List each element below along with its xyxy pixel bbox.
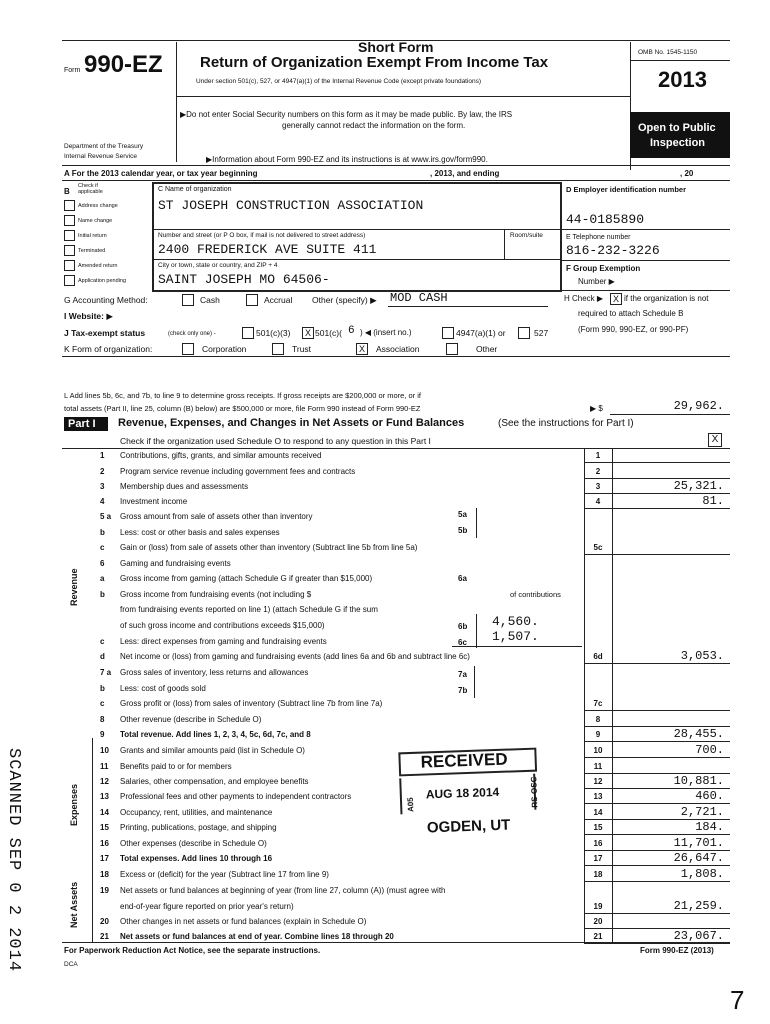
line-number: 18 xyxy=(100,870,109,879)
expenses-side-label: Expenses xyxy=(69,783,79,826)
inspection: Inspection xyxy=(650,137,706,149)
room-divider xyxy=(504,229,505,259)
line-label: Gaming and fundraising events xyxy=(120,559,231,568)
line-label: Total revenue. Add lines 1, 2, 3, 4, 5c, 6d, 7c, and 8 xyxy=(120,730,311,739)
cash-checkbox[interactable] xyxy=(182,294,194,306)
net-assets-side-label: Net Assets xyxy=(69,881,79,928)
line-code: 2 xyxy=(595,467,601,476)
ein-label: D Employer identification number xyxy=(566,185,687,194)
line-code: 7c xyxy=(593,699,603,708)
section-b-option-label: Initial return xyxy=(78,233,107,239)
tax-year: 2013 xyxy=(658,67,707,92)
line-code: 19 xyxy=(593,902,603,911)
received-stamp xyxy=(390,747,545,850)
l-line1: L Add lines 5b, 6c, and 7b, to line 9 to determine gross receipts. If gross receipts are $200,000 or more, or if xyxy=(64,391,422,400)
line-number: 21 xyxy=(100,932,109,941)
open-public: Open to Public xyxy=(638,122,716,134)
check-if-applicable: Check if applicable xyxy=(78,183,103,195)
street-address[interactable]: 2400 FREDERICK AVE SUITE 411 xyxy=(158,242,377,257)
notice-redact: generally cannot redact the information on the form. xyxy=(282,121,466,130)
omb-number: OMB No. 1545-1150 xyxy=(638,49,698,56)
line-number: 13 xyxy=(100,792,109,801)
box-6c-label: 6c xyxy=(458,638,467,647)
line-amount[interactable]: 2,721. xyxy=(680,805,724,819)
section-a-label: A For the 2013 calendar year, or tax year beginning xyxy=(64,169,258,178)
group-rule xyxy=(562,290,730,291)
ln-col-left xyxy=(584,448,585,942)
ein-value[interactable]: 44-0185890 xyxy=(566,212,645,227)
form-org-label: K Form of organization: xyxy=(64,344,153,354)
line-rule xyxy=(584,462,730,463)
subtitle-rule xyxy=(176,96,630,97)
ein-rule xyxy=(562,229,730,230)
association-label: Association xyxy=(376,344,420,354)
line-label: Benefits paid to or for members xyxy=(120,762,232,771)
line-rule xyxy=(584,741,730,742)
phone-rule xyxy=(562,260,730,261)
dept-irs: Internal Revenue Service xyxy=(64,153,137,160)
line-label: Net income or (loss) from gaming and fundraising events (add lines 6a and 6b and subtract line 6c) xyxy=(120,652,470,661)
received-right-code: RS-OSC xyxy=(529,776,540,808)
527-label: 527 xyxy=(534,328,549,338)
line-amount[interactable]: 1,808. xyxy=(680,867,724,881)
group-exemption-label: F Group Exemption xyxy=(566,264,641,273)
line-number: 9 xyxy=(100,730,105,739)
title-top: Short Form xyxy=(358,39,434,55)
ln-col-right xyxy=(612,448,613,942)
line-number: 5 a xyxy=(100,512,112,521)
tax-exempt-label: J Tax-exempt status xyxy=(64,328,146,338)
other-method-value[interactable]: MOD CASH xyxy=(390,291,448,305)
other-method-label: Other (specify) ▶ xyxy=(312,295,377,305)
schedule-o-check: Check if the organization used Schedule O to respond to any question in this Part I xyxy=(120,436,431,446)
line-number: 7 a xyxy=(100,668,112,677)
paperwork-notice: For Paperwork Reduction Act Notice, see the separate instructions. xyxy=(64,946,321,955)
notice-info: ▶Information about Form 990-EZ and its instructions is at www.irs.gov/form990. xyxy=(206,155,488,164)
line-number: 15 xyxy=(100,823,109,832)
line-label: Gain or (loss) from sale of assets other than inventory (Subtract line 5b from line 5a) xyxy=(120,543,418,552)
line-amount[interactable]: 25,321. xyxy=(673,479,724,493)
received-text: RECEIVED xyxy=(420,749,508,772)
website-label: I Website: ▶ xyxy=(64,311,113,321)
line-label: Total expenses. Add lines 10 through 16 xyxy=(120,854,273,863)
line-label: Gross profit or (loss) from sales of inventory (Subtract line 7b from line 7a) xyxy=(120,699,383,708)
501c3-checkbox[interactable] xyxy=(242,327,254,339)
h-checkbox[interactable]: X xyxy=(610,293,622,305)
revenue-side-label: Revenue xyxy=(69,568,79,606)
side-col-divider xyxy=(92,738,93,942)
accrual-checkbox[interactable] xyxy=(246,294,258,306)
line-number: 16 xyxy=(100,839,109,848)
line-code: 3 xyxy=(595,482,601,491)
check-only-one: (check only one) - xyxy=(168,331,216,337)
section-a-mid: , 2013, and ending xyxy=(430,169,500,178)
line-label: Gross amount from sale of assets other than inventory xyxy=(120,512,313,521)
box-5a-label: 5a xyxy=(458,510,467,519)
line-amount[interactable]: 184. xyxy=(695,820,724,834)
corporation-label: Corporation xyxy=(202,344,247,354)
association-checkbox[interactable]: X xyxy=(356,343,368,355)
line-code: 11 xyxy=(593,762,603,771)
line-code: 9 xyxy=(595,730,601,739)
phone-value[interactable]: 816-232-3226 xyxy=(566,243,660,258)
line-label: Printing, publications, postage, and shipping xyxy=(120,823,277,832)
footer-form: Form 990-EZ (2013) xyxy=(640,946,714,955)
501c-number[interactable]: 6 xyxy=(348,325,355,337)
line-amount[interactable]: 700. xyxy=(695,743,724,757)
line-label: Other revenue (describe in Schedule O) xyxy=(120,715,262,724)
line-number: 17 xyxy=(100,854,109,863)
527-checkbox[interactable] xyxy=(518,327,530,339)
footer-code: DCA xyxy=(64,961,78,968)
org-name[interactable]: ST JOSEPH CONSTRUCTION ASSOCIATION xyxy=(158,198,424,213)
accounting-method-label: G Accounting Method: xyxy=(64,295,148,305)
box-6-divider xyxy=(476,614,477,648)
section-b-label: B xyxy=(64,187,70,196)
line-label: Other changes in net assets or fund balances (explain in Schedule O) xyxy=(120,917,367,926)
line-code: 4 xyxy=(595,497,601,506)
line-amount[interactable]: 460. xyxy=(695,789,724,803)
line-label: Less: cost of goods sold xyxy=(120,684,206,693)
line-rule xyxy=(584,881,730,882)
line-number: c xyxy=(100,699,105,708)
h-text3: (Form 990, 990-EZ, or 990-PF) xyxy=(578,325,689,334)
section-b-checkbox[interactable] xyxy=(64,230,75,241)
section-b-checkbox[interactable] xyxy=(64,245,75,256)
4947-checkbox[interactable] xyxy=(442,327,454,339)
line-number: 2 xyxy=(100,467,105,476)
section-b-checkbox[interactable] xyxy=(64,215,75,226)
room-label: Room/suite xyxy=(510,232,543,239)
line-label: Less: cost or other basis and sales expenses xyxy=(120,528,280,537)
section-b-checkbox[interactable] xyxy=(64,200,75,211)
org-name-label: C Name of organization xyxy=(158,186,232,193)
city-state-zip[interactable]: SAINT JOSEPH MO 64506- xyxy=(158,272,330,287)
line-amount[interactable]: 10,881. xyxy=(673,774,724,788)
line-code: 14 xyxy=(593,808,603,817)
other-org-checkbox[interactable] xyxy=(446,343,458,355)
city-label: City or town, state or country, and ZIP + 4 xyxy=(158,262,278,269)
received-left-code: A05 xyxy=(405,797,416,813)
footer-rule xyxy=(62,942,730,943)
line-label: from fundraising events reported on line 1) (attach Schedule G if the sum xyxy=(120,605,378,614)
k-rule xyxy=(62,356,730,357)
a-rule xyxy=(62,180,730,181)
line-number: 20 xyxy=(100,917,109,926)
line-number: c xyxy=(100,543,105,552)
section-b-option-label: Terminated xyxy=(78,248,106,254)
received-date: AUG 18 2014 xyxy=(425,784,500,802)
h-label: H Check ▶ xyxy=(564,294,604,303)
line-amount[interactable]: 23,067. xyxy=(673,929,724,943)
line-amount[interactable]: 3,053. xyxy=(680,649,724,663)
scanned-stamp: SCANNED SEP 0 2 2014 xyxy=(4,748,23,973)
line-number: 10 xyxy=(100,746,109,755)
box-6-rule xyxy=(452,646,582,647)
line-number: d xyxy=(100,652,105,661)
line-code: 15 xyxy=(593,823,603,832)
street-rule xyxy=(154,259,560,260)
header-bottom-rule xyxy=(62,165,730,166)
box-5-divider xyxy=(476,508,477,538)
4947-label: 4947(a)(1) or xyxy=(456,328,506,338)
line-number: 4 xyxy=(100,497,105,506)
section-b-option-label: Amended return xyxy=(78,263,118,269)
omb-rule xyxy=(630,60,730,61)
section-b-checkbox[interactable] xyxy=(64,275,75,286)
line-rule xyxy=(584,834,730,835)
line-label: Investment income xyxy=(120,497,188,506)
h-text1: if the organization is not xyxy=(624,294,709,303)
l-arrow: ▶ $ xyxy=(590,404,603,413)
gross-receipts-amount[interactable]: 29,962. xyxy=(673,399,724,413)
line-rule xyxy=(584,943,730,944)
title-main: Return of Organization Exempt From Income Tax xyxy=(200,54,549,71)
section-b-option-label: Application pending xyxy=(78,278,127,284)
line-number: 8 xyxy=(100,715,105,724)
other-org-label: Other xyxy=(476,344,498,354)
form-prefix: Form xyxy=(64,67,81,74)
line-code: 13 xyxy=(593,792,603,801)
box-6a-label: 6a xyxy=(458,574,467,583)
box-6c-value[interactable]: 1,507. xyxy=(492,629,539,644)
line-code: 20 xyxy=(593,917,603,926)
dept-treasury: Department of the Treasury xyxy=(64,143,144,150)
line-label: Occupancy, rent, utilities, and maintenance xyxy=(120,808,273,817)
line-number: c xyxy=(100,637,105,646)
corporation-checkbox[interactable] xyxy=(182,343,194,355)
box-7-divider xyxy=(474,666,475,698)
box-6b-value[interactable]: 4,560. xyxy=(492,614,539,629)
trust-checkbox[interactable] xyxy=(272,343,284,355)
line-label: Salaries, other compensation, and employee benefits xyxy=(120,777,309,786)
line-rule xyxy=(584,554,730,555)
line-label: Program service revenue including government fees and contracts xyxy=(120,467,356,476)
line-rule xyxy=(584,913,730,914)
box-5b-label: 5b xyxy=(458,526,468,535)
line-amount[interactable]: 81. xyxy=(702,494,724,508)
part1-badge-box xyxy=(64,417,108,431)
section-b-option-label: Address change xyxy=(78,203,118,209)
box-7b-label: 7b xyxy=(458,686,468,695)
cash-label: Cash xyxy=(200,295,220,305)
501c-label: 501(c)( xyxy=(315,328,342,338)
line-number: 12 xyxy=(100,777,109,786)
form-number: 990-EZ xyxy=(84,51,163,78)
trust-label: Trust xyxy=(292,344,312,354)
part1-rule xyxy=(62,448,730,449)
subtitle: Under section 501(c), 527, or 4947(a)(1) of the Internal Revenue Code (except private foundations) xyxy=(196,78,482,85)
line-rule xyxy=(584,710,730,711)
line-label: of such gross income and contributions exceeds $15,000) xyxy=(120,621,325,630)
line-number: 6 xyxy=(100,559,105,568)
line-label: Professional fees and other payments to independent contractors xyxy=(120,792,352,801)
section-b-checkbox[interactable] xyxy=(64,260,75,271)
501c3-label: 501(c)(3) xyxy=(256,328,291,338)
line-number: 3 xyxy=(100,482,105,491)
line-label: end-of-year figure reported on prior year's return) xyxy=(120,902,294,911)
line-label: Gross income from fundraising events (not including $ xyxy=(120,590,312,599)
line-rule xyxy=(584,663,730,664)
schedule-o-checkbox[interactable]: X xyxy=(708,433,722,447)
other-method-rule xyxy=(388,306,548,307)
section-b-option-label: Name change xyxy=(78,218,113,224)
l-rule xyxy=(610,414,730,415)
line-number: a xyxy=(100,574,105,583)
line-label: Membership dues and assessments xyxy=(120,482,249,491)
received-city: OGDEN, UT xyxy=(426,816,511,837)
line-amount[interactable]: 21,259. xyxy=(673,899,724,913)
box-6b-label: 6b xyxy=(458,622,468,631)
line-code: 18 xyxy=(593,870,603,879)
line-number: 14 xyxy=(100,808,109,817)
line-label: Contributions, gifts, grants, and similar amounts received xyxy=(120,451,322,460)
insert-no-label: ) ◀ (insert no.) xyxy=(360,328,412,337)
accrual-label: Accrual xyxy=(264,295,293,305)
group-exemption-number: Number ▶ xyxy=(578,277,615,286)
line-code: 6d xyxy=(593,652,603,661)
line-code: 21 xyxy=(593,932,603,941)
line-label: Less: direct expenses from gaming and fundraising events xyxy=(120,637,327,646)
street-label: Number and street (or P O box, if mail is not delivered to street address) xyxy=(158,232,366,239)
line-number: 19 xyxy=(100,886,109,895)
line-code: 10 xyxy=(593,746,603,755)
part1-title-note: (See the instructions for Part I) xyxy=(498,418,634,429)
header-divider-left xyxy=(176,42,177,162)
line-code: 5c xyxy=(593,543,603,552)
line-rule xyxy=(584,757,730,758)
line-rule xyxy=(584,803,730,804)
line-amount[interactable]: 28,455. xyxy=(673,727,724,741)
of-contributions: of contributions xyxy=(510,590,561,599)
line-amount[interactable]: 11,701. xyxy=(673,836,724,850)
line-code: 16 xyxy=(593,839,603,848)
line-label: Grants and similar amounts paid (list in Schedule O) xyxy=(120,746,305,755)
section-a-end: , 20 xyxy=(680,169,694,178)
line-amount[interactable]: 26,647. xyxy=(673,851,724,865)
line-label: Other expenses (describe in Schedule O) xyxy=(120,839,267,848)
part1-badge: Part I xyxy=(68,418,96,430)
line-number: 11 xyxy=(100,762,109,771)
notice-ssn: ▶Do not enter Social Security numbers on this form as it may be made public. By law, the IRS xyxy=(180,110,513,119)
page-mark: 7 xyxy=(730,985,745,1015)
line-label: Net assets or fund balances at end of year. Combine lines 18 through 20 xyxy=(120,932,394,941)
line-number: b xyxy=(100,590,105,599)
line-label: Gross income from gaming (attach Schedule G if greater than $15,000) xyxy=(120,574,373,583)
line-code: 1 xyxy=(595,451,601,460)
line-label: Excess or (deficit) for the year (Subtract line 17 from line 9) xyxy=(120,870,329,879)
line-number: b xyxy=(100,684,105,693)
line-rule xyxy=(584,865,730,866)
line-number: 1 xyxy=(100,451,105,460)
l-line2: total assets (Part II, line 25, column (B) below) are $500,000 or more, file Form 990 instead of Form 990-EZ xyxy=(64,404,421,413)
phone-label: E Telephone number xyxy=(566,234,631,241)
line-label: Net assets or fund balances at beginning of year (from line 27, column (A)) (must agree with xyxy=(120,886,446,895)
box-7a-label: 7a xyxy=(458,670,467,679)
line-number: b xyxy=(100,528,105,537)
part1-title: Revenue, Expenses, and Changes in Net Assets or Fund Balances xyxy=(118,417,465,429)
line-code: 17 xyxy=(593,854,603,863)
line-code: 12 xyxy=(593,777,603,786)
line-label: Gross sales of inventory, less returns and allowances xyxy=(120,668,309,677)
line-rule xyxy=(584,508,730,509)
org-name-rule xyxy=(154,229,560,230)
h-text2: required to attach Schedule B xyxy=(578,309,684,318)
open-public-box xyxy=(630,112,730,158)
line-code: 8 xyxy=(595,715,601,724)
501c-checkbox[interactable]: X xyxy=(302,327,314,339)
